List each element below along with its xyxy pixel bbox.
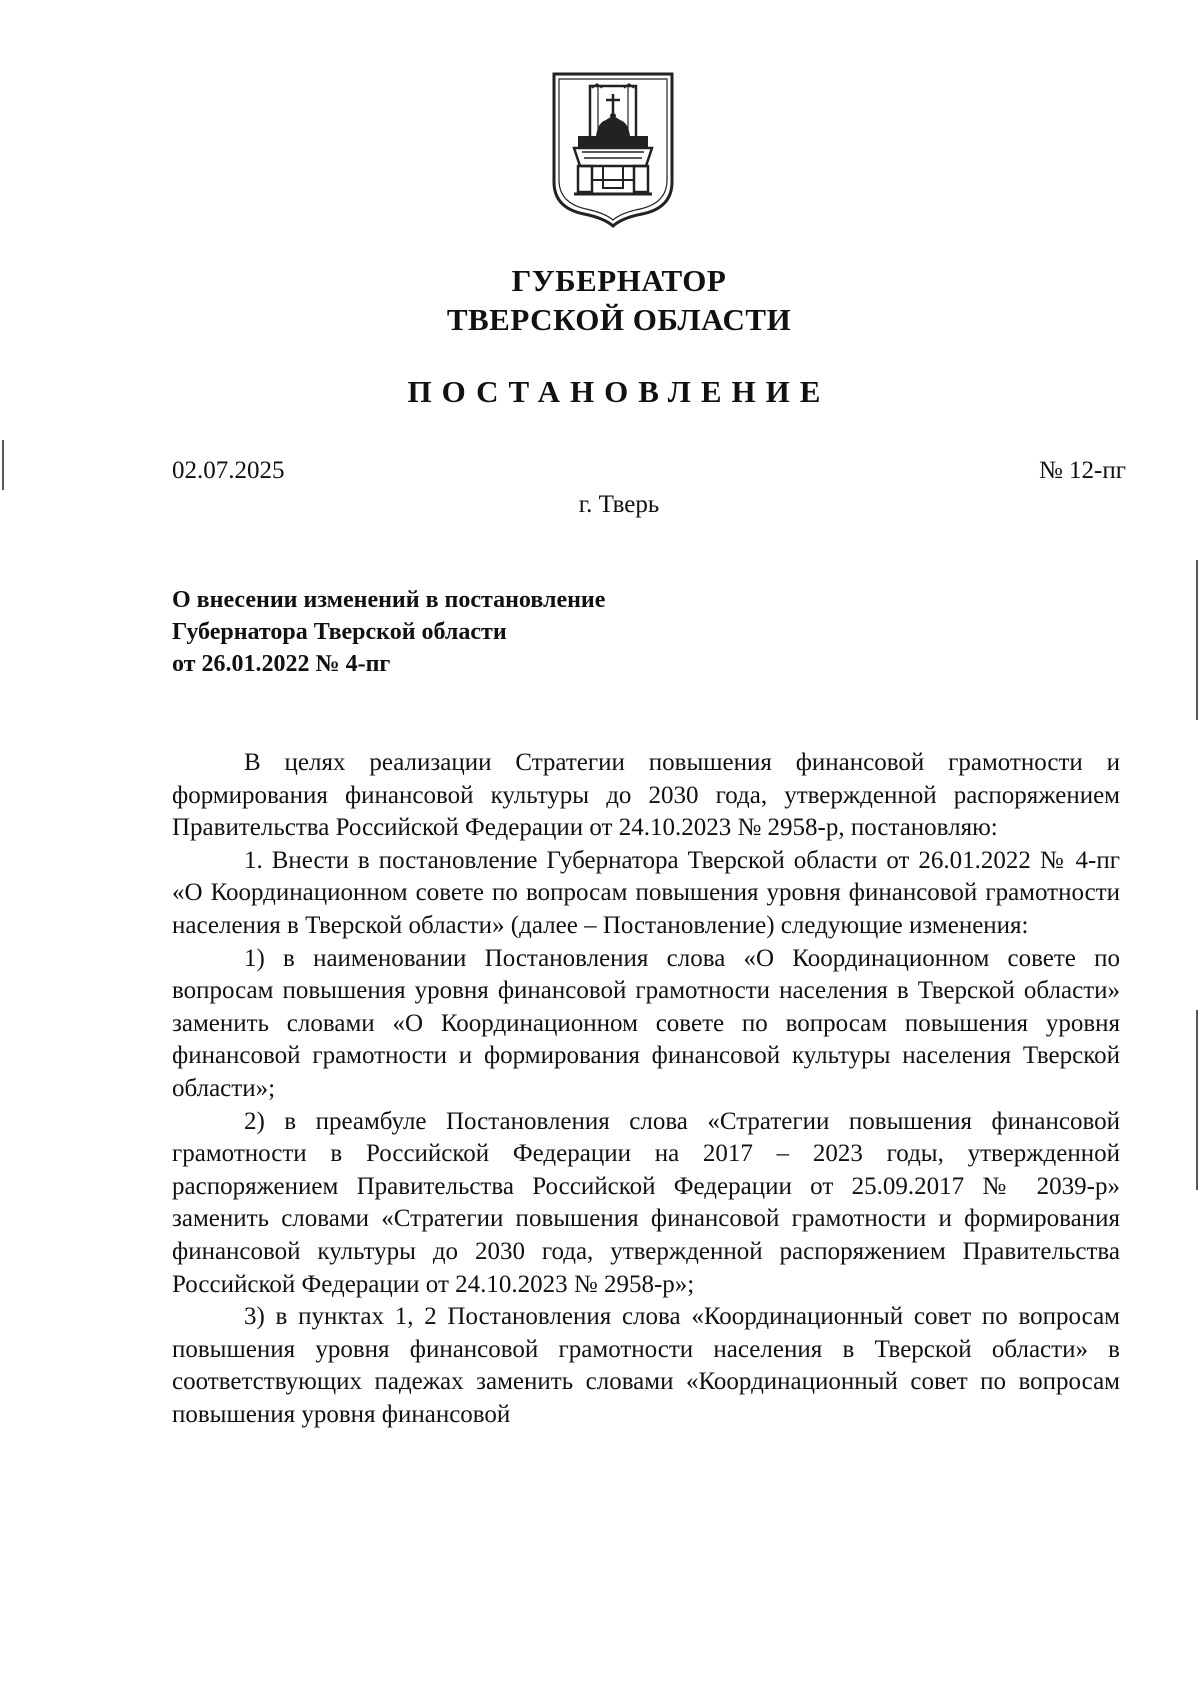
item-1-paragraph: 1. Внести в постановление Губернатора Тверской области от 26.01.2022 № 4-пг «О Координационном совете по вопросам повышения уровня финансовой грамотности населения в Тверской области» (далее – Постановление) следующие изменения: <box>172 846 1120 939</box>
scan-edge-mark <box>1196 560 1198 720</box>
item-1-3-paragraph: 3) в пунктах 1, 2 Постановления слова «Координационный совет по вопросам повышения уровня финансовой грамотности населения в Тверской области» в соответствующих падежах заменить словами «Координационный совет по вопросам повышения уровня финансовой <box>172 1303 1120 1428</box>
scan-edge-mark <box>1196 1010 1198 1190</box>
document-kind-heading: ПОСТАНОВЛЕНИЕ <box>407 374 831 409</box>
subject-line-2: Губернатора Тверской области <box>172 619 507 645</box>
document-city: г. Тверь <box>578 491 660 518</box>
document-body <box>172 747 1120 1431</box>
tver-region-coat-of-arms-icon <box>548 70 678 230</box>
document-subject <box>172 584 605 680</box>
subject-line-3: от 26.01.2022 № 4-пг <box>172 651 391 677</box>
issuer-title-line-2: ТВЕРСКОЙ ОБЛАСТИ <box>446 302 792 337</box>
issuer-title-line-1: ГУБЕРНАТОР <box>511 263 727 298</box>
preamble-paragraph: В целях реализации Стратегии повышения финансовой грамотности и формирования финансовой культуры до 2030 года, утвержденной распоряжением Правительства Российской Федерации от 24.10.2023 № 2958-р, постановляю: <box>172 749 1120 842</box>
scan-edge-mark <box>2 440 4 490</box>
document-number: № 12-пг <box>1038 457 1126 484</box>
subject-line-1: О внесении изменений в постановление <box>172 587 606 613</box>
item-1-2-paragraph: 2) в преамбуле Постановления слова «Стратегии повышения финансовой грамотности в Российской Федерации на 2017 – 2023 годы, утвержденной распоряжением Правительства Российской Федерации от 25.09.2017 № 2039-р» заменить словами «Стратегии повышения финансовой грамотности и формирования финансовой культуры до 2030 года, утвержденной распоряжением Правительства Российской Федерации от 24.10.2023 № 2958-р»; <box>172 1107 1120 1298</box>
item-1-1-paragraph: 1) в наименовании Постановления слова «О Координационном совете по вопросам повышения уровня финансовой грамотности населения в Тверской области» заменить словами «О Координационном совете по вопросам повышения уровня финансовой грамотности и формирования финансовой культуры населения Тверской области»; <box>172 944 1120 1102</box>
document-date: 02.07.2025 <box>172 457 285 484</box>
